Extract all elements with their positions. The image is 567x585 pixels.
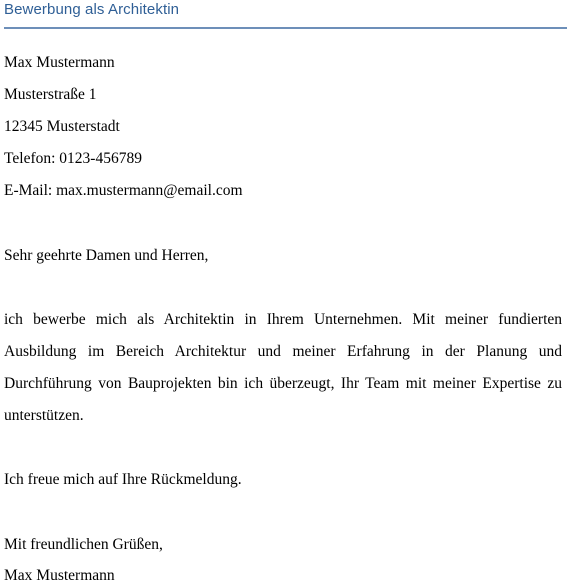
sender-name: Max Mustermann: [4, 54, 115, 71]
closing-sentence: Ich freue mich auf Ihre Rückmeldung.: [4, 471, 242, 488]
document-title: Bewerbung als Architektin: [4, 1, 180, 18]
closing: Mit freundlichen Grüßen,: [4, 536, 163, 553]
sender-phone: Telefon: 0123-456789: [4, 150, 142, 167]
body-line-3: Durchführung von Bauprojekten bin ich überzeugt, Ihr Team mit meiner Expertise zu: [4, 375, 562, 392]
body-line-2: Ausbildung im Bereich Architektur und meiner Erfahrung in der Planung und: [4, 343, 562, 360]
signature: Max Mustermann: [4, 567, 115, 584]
sender-email: E-Mail: max.mustermann@email.com: [4, 182, 243, 199]
body-line-4: unterstützen.: [4, 407, 84, 424]
document-header: [4, 0, 567, 29]
body-line-1: ich bewerbe mich als Architektin in Ihrem Unternehmen. Mit meiner fundierten: [4, 311, 562, 328]
sender-street: Musterstraße 1: [4, 86, 97, 103]
salutation: Sehr geehrte Damen und Herren,: [4, 247, 209, 264]
sender-city: 12345 Musterstadt: [4, 118, 120, 135]
